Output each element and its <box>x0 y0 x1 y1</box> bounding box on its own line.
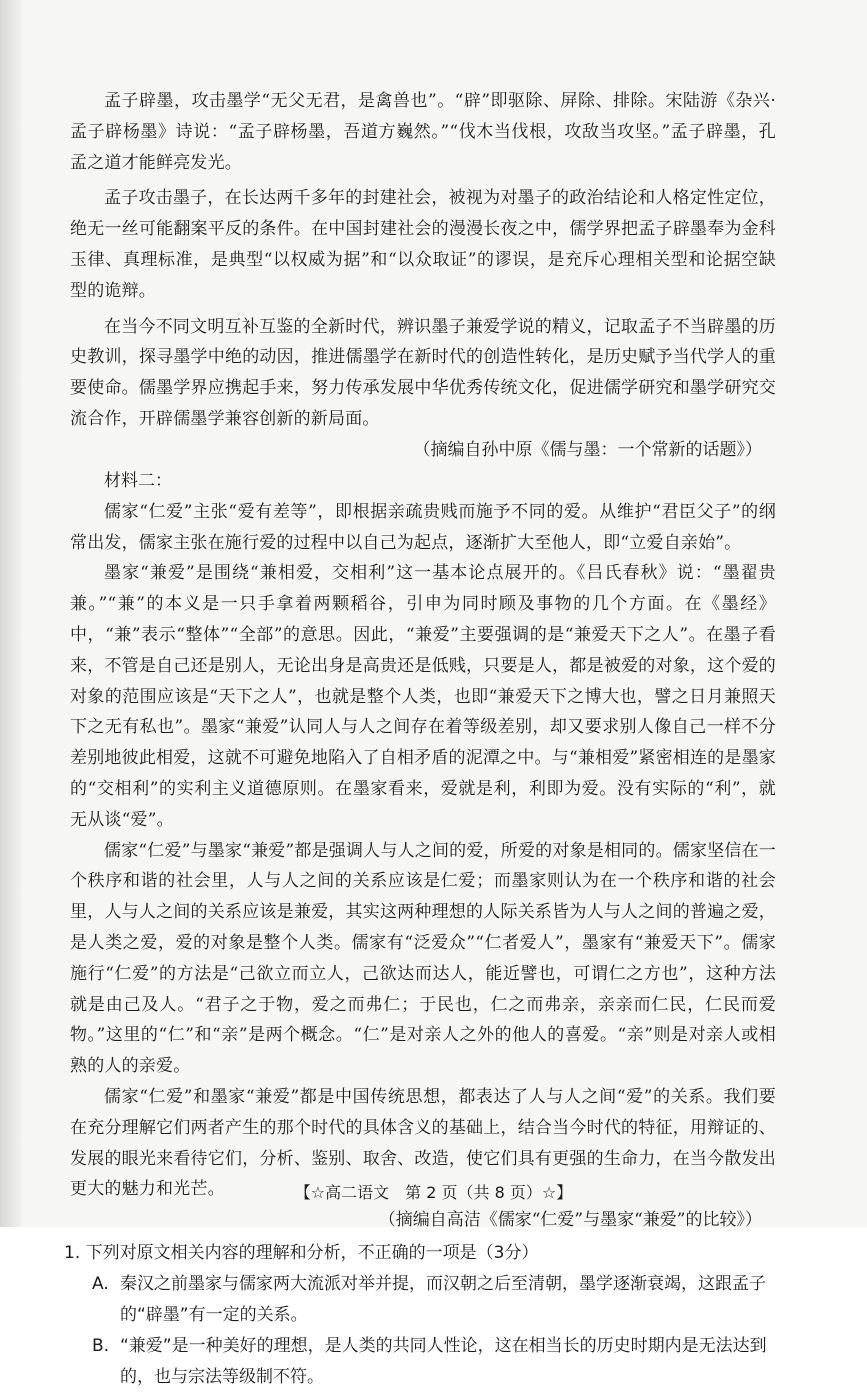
paragraph-mencius-refutes-mozi: 孟子辟墨，攻击墨学“无父无君，是禽兽也”。“辟”即驱除、屏除、排除。宋陆游《杂兴·孟子辟杨墨》诗说：“孟子辟杨墨，吾道方巍然。”“伐木当伐根，攻敌当攻坚。”孟子辟墨，孔孟之道才能鲜亮发光。 <box>70 91 776 173</box>
paragraph-conclusion: 儒家“仁爱”和墨家“兼爱”都是中国传统思想，都表达了人与人之间“爱”的关系。我们要在充分理解它们两者产生的那个时代的具体含义的基础上，结合当今时代的特征，用辩证的、发展的眼光来看待它们，分析、鉴别、取舍、改造，使它们具有更强的生命力，在当今散发出更大的魅力和光芒。 <box>70 1086 776 1200</box>
question-1-option-b <box>92 1331 776 1393</box>
paragraph-feudal-verdict: 孟子攻击墨子，在长达两千多年的封建社会，被视为对墨子的政治结论和人格定性定位，绝无一丝可能翻案平反的条件。在中国封建社会的漫漫长夜之中，儒学界把孟子辟墨奉为金科玉律、真理标准，是典型“以权威为据”和“以众取证”的谬误，是充斥心理相关型和论据空缺型的诡辩。 <box>70 188 776 301</box>
question-1-option-a <box>92 1269 776 1331</box>
option-text: 秦汉之前墨家与儒家两大流派对举并提，而汉朝之后至清朝，墨学逐渐衰竭，这跟孟子的“辟墨”有一定的关系。 <box>120 1274 766 1326</box>
source-citation-1: （摘编自孙中原《儒与墨：一个常新的话题》） <box>413 439 762 460</box>
option-letter: A. <box>92 1274 109 1295</box>
page-footer: 【☆高二语文 第 2 页（共 8 页）☆】 <box>294 1183 573 1202</box>
option-letter: B. <box>92 1336 110 1357</box>
paragraph-mohist-universal-love: 墨家“兼爱”是围绕“兼相爱，交相利”这一基本论点展开的。《吕氏春秋》说：“墨翟贵兼。”“兼”的本义是一只手拿着两颗稻谷，引申为同时顾及事物的几个方面。在《墨经》中，“兼”表示“整体”“全部”的意思。因此，“兼爱”主要强调的是“兼爱天下之人”。在墨子看来，不管是自己还是别人，无论出身是高贵还是低贱，只要是人，都是被爱的对象，这个爱的对象的范围应该是“天下之人”，也就是整个人类，也即“兼爱天下之博大也，譬之日月兼照天下之无有私也”。墨家“兼爱”认同人与人之间存在着等级差别，却又要求别人像自己一样不分差别地彼此相爱，这就不可避免地陷入了自相矛盾的泥潭之中。与“兼相爱”紧密相连的是墨家的“交相利”的实利主义道德原则。在墨家看来，爱就是利，利即为爱。没有实际的“利”，就无从谈“爱”。 <box>70 563 776 830</box>
paragraph-comparison: 儒家“仁爱”与墨家“兼爱”都是强调人与人之间的爱，所爱的对象是相同的。儒家坚信在一个秩序和谐的社会里，人与人之间的关系应该是仁爱；而墨家则认为在一个秩序和谐的社会里，人与人之间的关系应该是兼爱，其实这两种理想的人际关系皆为人与人之间的普遍之爱，是人类之爱，爱的对象是整个人类。儒家有“泛爱众”“仁者爱人”，墨家有“兼爱天下”。儒家施行“仁爱”的方法是“己欲立而立人，己欲达而达人，能近譬也，可谓仁之方也”，这种方法就是由己及人。“君子之于物，爱之而弗仁；于民也，仁之而弗亲，亲亲而仁民，仁民而爱物。”这里的“仁”和“亲”是两个概念。“仁”是对亲人之外的他人的喜爱。“亲”则是对亲人或相熟的人的亲爱。 <box>70 840 776 1077</box>
question-1-stem: 1. 下列对原文相关内容的理解和分析，不正确的一项是（3分） <box>64 1243 539 1264</box>
page-shadow-edge <box>0 0 22 1227</box>
material-2-heading: 材料二： <box>104 470 172 491</box>
paragraph-confucian-love: 儒家“仁爱”主张“爱有差等”，即根据亲疏贵贱而施予不同的爱。从维护“君臣父子”的纲常出发，儒家主张在施行爱的过程中以自己为起点，逐渐扩大至他人，即“立爱自亲始”。 <box>70 501 776 553</box>
option-text: “兼爱”是一种美好的理想，是人类的共同人性论，这在相当长的历史时期内是无法达到的，也与宗法等级制不符。 <box>120 1336 767 1388</box>
paragraph-new-era: 在当今不同文明互补互鉴的全新时代，辨识墨子兼爱学说的精义，记取孟子不当辟墨的历史教训，探寻墨学中绝的动因，推进儒墨学在新时代的创造性转化，是历史赋予当代学人的重要使命。儒墨学界应携起手来，努力传承发展中华优秀传统文化，促进儒学研究和墨学研究交流合作，开辟儒墨学兼容创新的新局面。 <box>70 316 776 429</box>
source-citation-2: （摘编自高洁《儒家“仁爱”与墨家“兼爱”的比较》） <box>378 1210 762 1231</box>
